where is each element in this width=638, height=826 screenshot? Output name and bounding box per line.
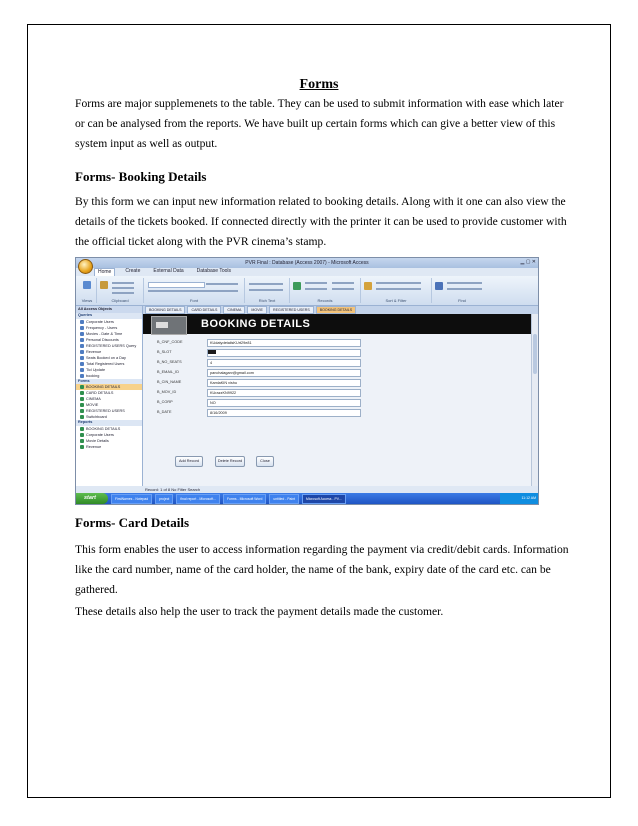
nav-item-label: BOOKING DETAILS <box>86 385 121 389</box>
booking-section-heading: Forms- Booking Details <box>75 169 207 184</box>
query-icon <box>80 350 84 354</box>
access-screenshot <box>75 257 539 505</box>
doc-tab[interactable]: MOVIE <box>247 306 267 314</box>
nav-item-label: REGISTERED USERS <box>86 409 125 413</box>
ribbon-group-views <box>78 278 97 303</box>
nav-item-label: Frequency - Users <box>86 325 118 330</box>
ribbon-group-label: Views <box>81 298 93 303</box>
form-icon <box>80 385 84 389</box>
taskbar-item[interactable]: untitled - Paint <box>269 494 299 504</box>
ribbon-group-label: Rich Text <box>258 298 276 303</box>
nav-item-label: REGISTERED USERS Query <box>86 343 137 348</box>
query-icon <box>80 338 84 342</box>
query-icon <box>80 326 84 330</box>
query-icon <box>80 374 84 378</box>
query-icon <box>80 368 84 372</box>
ribbon-group-find <box>432 278 492 303</box>
ribbon-tabs <box>94 268 234 276</box>
report-icon <box>80 427 84 431</box>
ribbon-tab[interactable]: External Data <box>153 268 184 274</box>
ribbon-group-label: Find <box>458 298 466 303</box>
field-input[interactable]: NO <box>207 399 361 407</box>
form-icon <box>80 403 84 407</box>
nav-item-label: Ticl Update <box>86 367 106 372</box>
combo-selection-marker <box>208 350 216 354</box>
field-input[interactable]: 8/16/2009 <box>207 409 361 417</box>
report-icon <box>80 439 84 443</box>
ribbon-group-label: Font <box>189 298 198 303</box>
query-icon <box>80 344 84 348</box>
field-label: B_EMAIL_ID <box>157 370 179 374</box>
ribbon-tab[interactable]: Home <box>94 268 115 276</box>
form-title: BOOKING DETAILS <box>201 318 311 330</box>
add-record-button[interactable]: Add Record <box>175 456 203 467</box>
field-input[interactable]: KUrazzKN9922 <box>207 389 361 397</box>
nav-item[interactable] <box>76 444 142 450</box>
windows-taskbar <box>76 493 538 504</box>
ribbon-group-label: Records <box>317 298 333 303</box>
nav-item-label: Seats Booked on a Day <box>86 355 126 360</box>
nav-item-label: Personal Discounts <box>86 337 119 342</box>
taskbar-item[interactable]: FirstNames - Notepad <box>111 494 152 504</box>
query-icon <box>80 332 84 336</box>
field-label: B_CIN_NAME <box>157 380 182 384</box>
window-title: PVR Final : Database (Access 2007) - Microsoft Access <box>76 258 538 268</box>
nav-item-label: CINEMA <box>86 397 101 401</box>
delete-record-button[interactable]: Delete Record <box>215 456 245 467</box>
navigation-pane <box>76 306 143 486</box>
query-icon <box>80 320 84 324</box>
form-icon <box>80 397 84 401</box>
find-icon[interactable] <box>435 282 443 290</box>
vertical-scrollbar[interactable] <box>531 314 538 486</box>
form-header <box>143 314 532 334</box>
ribbon-group-label: Clipboard <box>111 298 129 303</box>
close-button[interactable]: Close <box>256 456 274 467</box>
field-label: B_DATE <box>157 410 172 414</box>
nav-item-label: Revenue <box>86 444 102 449</box>
ribbon-group-label: Sort & Filter <box>385 298 407 303</box>
ribbon-group-sort-filter <box>361 278 432 303</box>
ribbon-tab[interactable]: Create <box>125 268 141 274</box>
ribbon-group-font <box>144 278 245 303</box>
taskbar-item[interactable]: final report - Microsoft... <box>176 494 220 504</box>
intro-paragraph: Forms are major supplemenets to the table. They can be used to submit information with ease which later or can be analysed from the reports. We have built up certain forms which can give a better view of this system input as well as output. <box>75 97 564 150</box>
nav-item-label: CARD DETAILS <box>86 391 114 395</box>
card-paragraph-2: These details also help the user to track the payment details made the customer. <box>75 605 444 618</box>
nav-item-label: Corporate Users <box>86 432 114 437</box>
field-input[interactable]: panchalagarv@gmail.com <box>207 369 361 377</box>
nav-group-queries[interactable]: Queries <box>76 313 142 319</box>
record-navigator[interactable]: Record: 1 of 8 No Filter Search <box>143 486 538 493</box>
window-controls[interactable]: ▁ ▢ ✕ <box>520 259 536 265</box>
nav-pane-header[interactable]: All Access Objects <box>76 306 142 313</box>
refresh-icon[interactable] <box>293 282 301 290</box>
doc-tab[interactable]: CINEMA <box>223 306 245 314</box>
field-label: B_CNF_CODE <box>157 340 183 344</box>
nav-item-label: MOVIE <box>86 403 99 407</box>
start-button[interactable]: start <box>76 493 108 504</box>
taskbar-item[interactable]: project <box>155 494 173 504</box>
ribbon-group-clipboard <box>97 278 144 303</box>
office-button-icon[interactable] <box>78 259 93 274</box>
form-icon <box>80 409 84 413</box>
paste-icon[interactable] <box>100 281 108 289</box>
field-label: B_SLOT <box>157 350 172 354</box>
nav-item-label: Total Registered Users <box>86 361 125 366</box>
system-tray-clock: 11:12 AM <box>500 493 538 504</box>
card-paragraph-1: This form enables the user to access information regarding the payment via credit/debit cards. Information like the card number, name of the card holder, the name of the bank, expiry date of the card etc. can be gathered. <box>75 543 569 596</box>
nav-item-label: Switchboard <box>86 415 107 419</box>
view-icon[interactable] <box>83 281 91 289</box>
ribbon-group-rich-text <box>245 278 290 303</box>
pvr-logo-image <box>151 316 187 335</box>
nav-group-reports[interactable]: Reports <box>76 420 142 426</box>
form-icon <box>80 415 84 419</box>
nav-item-label: Movies - Date & Time <box>86 331 123 336</box>
document-tabs <box>143 306 538 314</box>
field-input[interactable] <box>207 349 361 357</box>
report-icon <box>80 445 84 449</box>
query-icon <box>80 362 84 366</box>
taskbar-item-active[interactable]: Microsoft Access - PV... <box>302 494 346 504</box>
query-icon <box>80 356 84 360</box>
ribbon-group-records <box>290 278 361 303</box>
doc-tab[interactable]: CARD DETAILS <box>187 306 221 314</box>
page-title: Forms <box>299 77 339 92</box>
booking-form <box>143 314 532 486</box>
field-input[interactable]: 4 <box>207 359 361 367</box>
field-label: B_CORP <box>157 400 173 404</box>
nav-item-label: Corporate Users <box>86 319 114 324</box>
ribbon <box>76 276 538 306</box>
field-input[interactable]: KamlaKIN vishu <box>207 379 361 387</box>
card-section-heading: Forms- Card Details <box>75 515 190 530</box>
nav-group-forms[interactable]: Forms <box>76 379 142 385</box>
taskbar-item[interactable]: Forms - Microsoft Word <box>223 494 266 504</box>
doc-tab[interactable]: REGISTERED USERS <box>269 306 314 314</box>
nav-item-label: BOOKING DETAILS <box>86 426 121 431</box>
nav-item-label: booking <box>86 373 100 378</box>
booking-paragraph: By this form we can input new information related to booking details. Along with it one can also view the details of the tickets booked. If connected directly with the printer it can be used to provide customer with the official ticket along with the PVR cinema’s stamp. <box>75 195 567 248</box>
form-icon <box>80 391 84 395</box>
filter-icon[interactable] <box>364 282 372 290</box>
nav-item-label: Revenue <box>86 349 102 354</box>
report-icon <box>80 433 84 437</box>
doc-tab[interactable]: BOOKING DETAILS <box>145 306 185 314</box>
nav-item-label: Movie Details <box>86 438 109 443</box>
field-input[interactable]: KUdatydetailsKUrt29e81 <box>207 339 361 347</box>
ribbon-tab[interactable]: Database Tools <box>196 268 232 274</box>
field-label: B_MOV_ID <box>157 390 177 394</box>
doc-tab-active[interactable]: BOOKING DETAILS <box>316 306 356 314</box>
field-label: B_NO_SEATS <box>157 360 182 364</box>
